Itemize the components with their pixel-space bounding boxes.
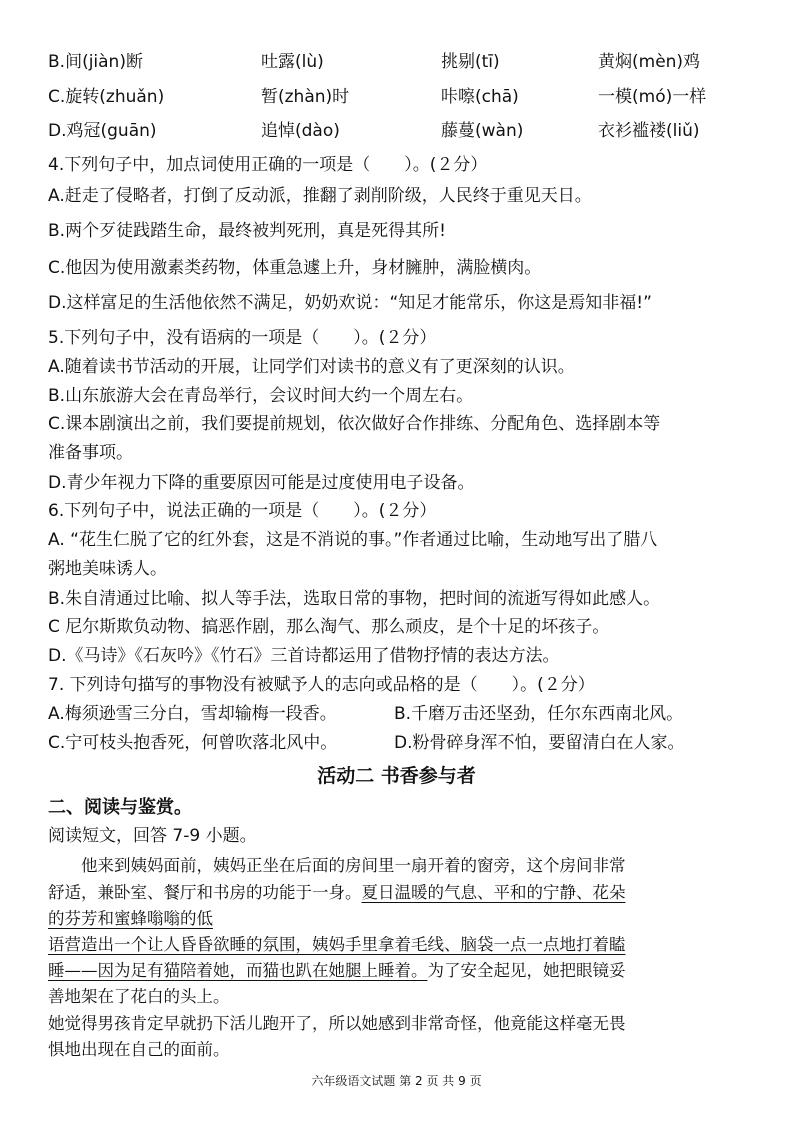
activity-title: 活动二 书香参与者 (317, 765, 476, 787)
question-6-option-b: B.朱自清通过比喻、拟人等手法，选取日常的事物，把时间的流逝写得如此感人。 (48, 589, 661, 609)
page-footer: 六年级语文试题 第 2 页 共 9 页 (311, 1074, 482, 1088)
question-7-option-c: C.宁可枝头抱香死，何曾吹落北风中。 (48, 733, 338, 753)
question-5-option-d: D.青少年视力下降的重要原因可能是过度使用电子设备。 (48, 473, 475, 493)
passage-underlined-line: 语营造出一个让人昏昏欲睡的氛围，姨妈手里拿着毛线、脑袋一点一点地打着瞌 (48, 935, 626, 954)
question-5-option-c-cont: 准备事项。 (48, 443, 133, 463)
question-7-row-2 (48, 732, 685, 754)
question-7-stem: 7. 下列诗句描写的事物没有被赋予人的志向或品格的是（ ）。(２分） (48, 675, 595, 695)
vocab-item: 暂(zhàn)时 (261, 87, 350, 107)
question-6-option-d: D.《马诗》《石灰吟》《竹石》三首诗都运用了借物抒情的表达方法。 (48, 646, 560, 666)
vocab-row-c (48, 86, 748, 108)
vocab-item: B.间(jiàn)断 (48, 52, 143, 72)
vocab-item: 一模(mó)一样 (598, 87, 707, 107)
vocab-row-b (48, 51, 748, 73)
vocab-item: 挑剔(tī) (441, 52, 500, 72)
passage-line: 他来到姨妈面前，姨妈正坐在后面的房间里一扇开着的窗旁，这个房间非常 (48, 856, 626, 875)
passage-underlined-text: 睡——因为足有猫陪着她，而猫也趴在她腿上睡着。 (48, 961, 428, 980)
question-4-option-a: A.赶走了侵略者，打倒了反动派，推翻了剥削阶级，人民终于重见天日。 (48, 186, 592, 206)
passage-line: 善地架在了花白的头上。 (48, 987, 230, 1006)
question-7-row-1 (48, 703, 683, 725)
passage-line: 她觉得男孩肯定早就扔下活儿跑开了，所以她感到非常奇怪，他竟能这样毫无畏 (48, 1014, 626, 1033)
question-7-option-d: D.粉骨碎身浑不怕，要留清白在人家。 (394, 733, 685, 753)
passage-underlined-line: 的芬芳和蜜蜂嗡嗡的低 (48, 909, 213, 928)
passage-line (48, 960, 748, 982)
vocab-row-d (48, 120, 748, 142)
question-5-option-b: B.山东旅游大会在青岛举行，会议时间大约一个周左右。 (48, 386, 474, 406)
question-7-option-b: B.千磨万击还坚劲，任尔东西南北风。 (394, 704, 684, 724)
passage-text: 为了安全起见，她把眼镜妥 (427, 961, 626, 980)
vocab-item: 藤蔓(wàn) (441, 121, 524, 141)
question-4-option-b: B.两个歹徒践踏生命，最终被判死刑，真是死得其所! (48, 221, 446, 241)
question-5-stem: 5.下列句子中，没有语病的一项是（ ）。(２分） (48, 328, 437, 348)
question-6-option-c: C 尼尔斯欺负动物、搞恶作剧，那么淘气、那么顽皮，是个十足的坏孩子。 (48, 617, 610, 637)
question-4-option-c: C.他因为使用激素类药物，体重急遽上升，身材臃肿，满脸横肉。 (48, 258, 542, 278)
vocab-item: D.鸡冠(guān) (48, 121, 157, 141)
passage-line: 惧地出现在自己的面前。 (48, 1040, 230, 1059)
question-4-stem: 4.下列句子中，加点词使用正确的一项是（ ）。(２分） (48, 155, 488, 175)
question-6-option-a-cont: 粥地美味诱人。 (48, 559, 167, 579)
question-7-option-a: A.梅须逊雪三分白，雪却输梅一段香。 (48, 704, 337, 724)
vocab-item: C.旋转(zhuǎn) (48, 87, 165, 107)
reading-intro: 阅读短文，回答 7-9 小题。 (48, 826, 257, 846)
question-5-option-c: C.课本剧演出之前，我们要提前规划，依次做好合作排练、分配角色、选择剧本等 (48, 414, 661, 434)
vocab-item: 吐露(lù) (261, 52, 324, 72)
section-title: 二、阅读与鉴赏。 (48, 797, 192, 818)
question-4-option-d: D.这样富足的生活他依然不满足，奶奶欢说：“知足才能常乐，你这是焉知非福!” (48, 293, 652, 313)
question-6-stem: 6.下列句子中，说法正确的一项是（ ）。(２分） (48, 501, 437, 521)
passage-text: 舒适，兼卧室、餐厅和书房的功能于一身。 (48, 883, 362, 902)
vocab-item: 黄焖(mèn)鸡 (598, 52, 701, 72)
vocab-item: 追悼(dào) (261, 121, 340, 141)
vocab-item: 咔嚓(chā) (441, 87, 519, 107)
question-6-option-a: A. “花生仁脱了它的红外套，这是不消说的事。”作者通过比喻，生动地写出了腊八 (48, 530, 658, 550)
question-5-option-a: A.随着读书节活动的开展，让同学们对读书的意义有了更深刻的认识。 (48, 357, 575, 377)
vocab-item: 衣衫褴褛(liǔ) (598, 121, 700, 141)
passage-line (48, 882, 748, 904)
passage-underlined-text: 夏日温暖的气息、平和的宁静、花朵 (361, 883, 626, 902)
